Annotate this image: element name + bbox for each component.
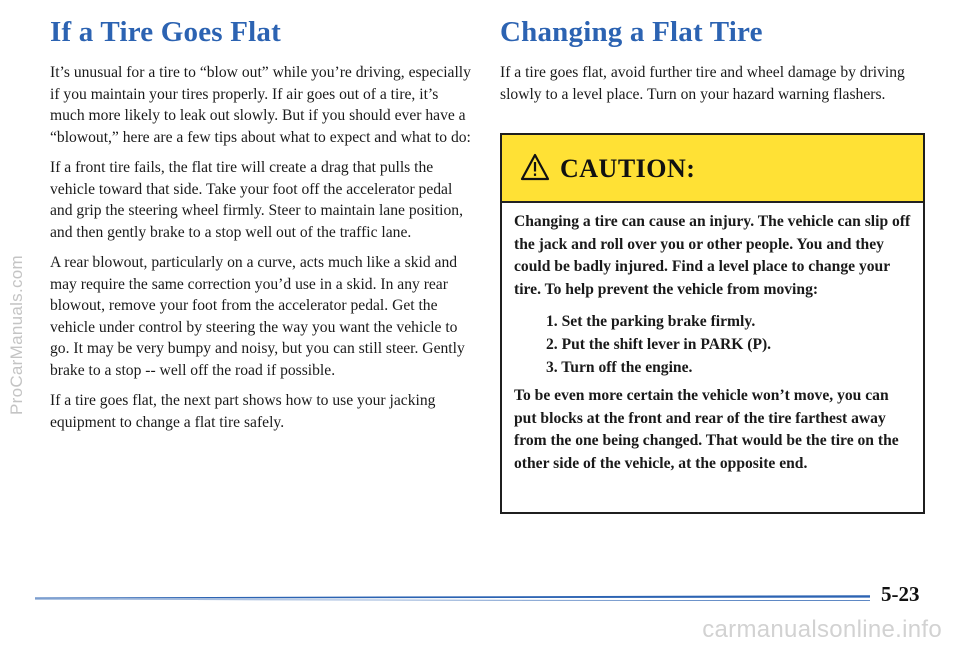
section-title-flat-tire: If a Tire Goes Flat: [50, 16, 281, 48]
paragraph: It’s unusual for a tire to “blow out” while you’re driving, especially if you maintain your tires properly. If air goes out of a tire, it’s much more likely to leak out slowly. But if you should ever have a “blowout,” here are a few tips about what to expect and what to do:: [50, 64, 471, 146]
side-watermark: [2, 100, 32, 570]
warning-triangle-icon: [520, 153, 550, 181]
page-number: 5-23: [881, 582, 920, 606]
intro-paragraph: If a tire goes flat, avoid further tire and wheel damage by driving slowly to a level place. Turn on your hazard warning flashers.: [500, 64, 905, 103]
right-column: [500, 16, 925, 114]
caution-heading: CAUTION:: [560, 154, 696, 183]
bottom-watermark: carmanualsonline.info: [702, 616, 942, 643]
paragraph: If a tire goes flat, the next part shows how to use your jacking equipment to change a flat tire safely.: [50, 392, 436, 431]
caution-step: 3. Turn off the engine.: [546, 359, 693, 376]
left-column: [50, 16, 475, 442]
caution-step: 1. Set the parking brake firmly.: [546, 313, 756, 330]
side-watermark-text: ProCarManuals.com: [7, 254, 26, 416]
caution-header: [502, 135, 923, 203]
caution-steps-list: [514, 310, 914, 379]
caution-paragraph: To be even more certain the vehicle won’t move, you can put blocks at the front and rear of the tire farthest away from the one being changed. That would be the tire on the other side of the vehicle, at the opposite end.: [514, 387, 899, 472]
caution-paragraph: Changing a tire can cause an injury. The vehicle can slip off the jack and roll over you or other people. You and they could be badly injured. Find a level place to change your tire. To help prevent the vehicle from moving:: [514, 213, 911, 298]
footer-rule: [0, 588, 870, 608]
paragraph: A rear blowout, particularly on a curve, acts much like a skid and may require the same correction you’d use in a skid. In any rear blowout, remove your foot from the accelerator pedal. Get the vehicle under control by steering the way you want the vehicle to go. It may be very bumpy and noisy, but you can still steer. Gently brake to a stop -- well off the road if possible.: [50, 254, 465, 379]
caution-box: [500, 133, 925, 514]
section-title-changing-tire: Changing a Flat Tire: [500, 16, 763, 48]
caution-body: [514, 211, 914, 484]
paragraph: If a front tire fails, the flat tire will create a drag that pulls the vehicle toward that side. Take your foot off the accelerator pedal and grip the steering wheel firmly. Steer to maintain lane position, and then gently brake to a stop well out of the traffic lane.: [50, 159, 463, 241]
caution-step: 2. Put the shift lever in PARK (P).: [546, 336, 772, 353]
